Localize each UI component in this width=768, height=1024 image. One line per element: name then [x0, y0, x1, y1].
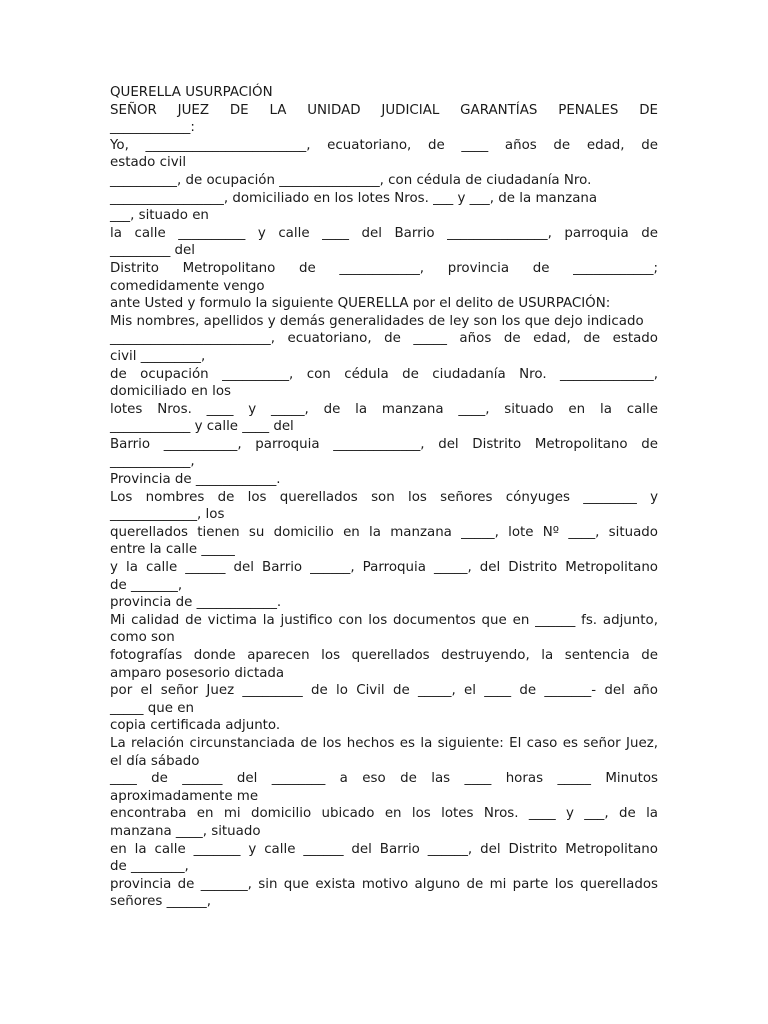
document-line: La relación circunstanciada de los hechos es la siguiente: El caso es señor Juez,: [110, 735, 658, 751]
document-line: ________________________, ecuatoriano, de _____ años de edad, de estado: [110, 331, 658, 347]
document-line: _____ que en: [110, 700, 194, 716]
document-line: de ocupación __________, con cédula de ciudadanía Nro. ______________,: [110, 366, 658, 382]
document-line: encontraba en mi domicilio ubicado en los lotes Nros. ____ y ___, de la: [110, 806, 658, 822]
document-line: SEÑOR JUEZ DE LA UNIDAD JUDICIAL GARANTÍAS PENALES DE: [110, 102, 658, 118]
document-line: Mis nombres, apellidos y demás generalidades de ley son los que dejo indicado: [110, 313, 644, 329]
document-title: QUERELLA USURPACIÓN: [110, 85, 273, 100]
document-line: lotes Nros. ____ y _____, de la manzana ____, situado en la calle: [110, 401, 658, 417]
document-line: manzana ____, situado: [110, 823, 261, 839]
document-line: ____ de ______ del ________ a eso de las ____ horas _____ Minutos: [110, 771, 658, 787]
document-line: la calle __________ y calle ____ del Barrio _______________, parroquia de: [110, 225, 658, 241]
document-line: provincia de ____________.: [110, 595, 282, 611]
document-line: _____________, los: [110, 507, 225, 523]
document-line: querellados tienen su domicilio en la manzana _____, lote Nº ____, situado: [110, 524, 658, 540]
document-line: fotografías donde aparecen los querellados destruyendo, la sentencia de: [110, 648, 658, 663]
document-line: Mi calidad de victima la justifico con los documentos que en ______ fs. adjunto,: [110, 612, 658, 628]
document-line: amparo posesorio dictada: [110, 665, 285, 681]
document-line: por el señor Juez _________ de lo Civil de _____, el ____ de _______- del año: [110, 683, 658, 699]
document-line: civil _________,: [110, 348, 206, 364]
document-line: ____________ y calle ____ del: [110, 419, 294, 435]
document-line: ____________,: [110, 454, 195, 470]
document-line: Provincia de ____________.: [110, 472, 281, 488]
document-line: y la calle ______ del Barrio ______, Parroquia _____, del Distrito Metropolitano: [110, 560, 658, 576]
document-line: domiciliado en los: [110, 384, 232, 400]
document-line: aproximadamente me: [110, 788, 259, 804]
document-line: como son: [110, 630, 175, 646]
document-line: copia certificada adjunto.: [110, 718, 281, 734]
document-line: __________, de ocupación _______________, con cédula de ciudadanía Nro.: [110, 172, 592, 188]
document-line: de _______,: [110, 577, 183, 593]
document-line: ____________:: [110, 120, 195, 136]
document-line: Los nombres de los querellados son los señores cónyuges ________ y: [110, 489, 658, 505]
document-line: Barrio ___________, parroquia _____________, del Distrito Metropolitano de: [110, 436, 658, 452]
document-line: comedidamente vengo: [110, 278, 265, 294]
document-line: el día sábado: [110, 753, 200, 769]
document-line: _________________, domiciliado en los lotes Nros. ___ y ___, de la manzana: [110, 190, 598, 206]
document-line: _________ del: [110, 243, 195, 259]
document-line: entre la calle _____: [110, 542, 235, 558]
document-line: ___, situado en: [110, 208, 209, 224]
document-page: [110, 84, 658, 911]
document-line: Distrito Metropolitano de ____________, provincia de ____________;: [110, 260, 658, 276]
document-line: ante Usted y formulo la siguiente QUERELLA por el delito de USURPACIÓN:: [110, 296, 611, 312]
document-line: de ________,: [110, 859, 189, 875]
document-line: estado civil: [110, 155, 187, 171]
document-line: Yo, ________________________, ecuatoriano, de ____ años de edad, de: [110, 137, 658, 153]
document-line: provincia de _______, sin que exista motivo alguno de mi parte los querellados: [110, 876, 658, 892]
document-line: señores ______,: [110, 894, 212, 910]
document-line: en la calle _______ y calle ______ del Barrio ______, del Distrito Metropolitano: [110, 841, 658, 857]
